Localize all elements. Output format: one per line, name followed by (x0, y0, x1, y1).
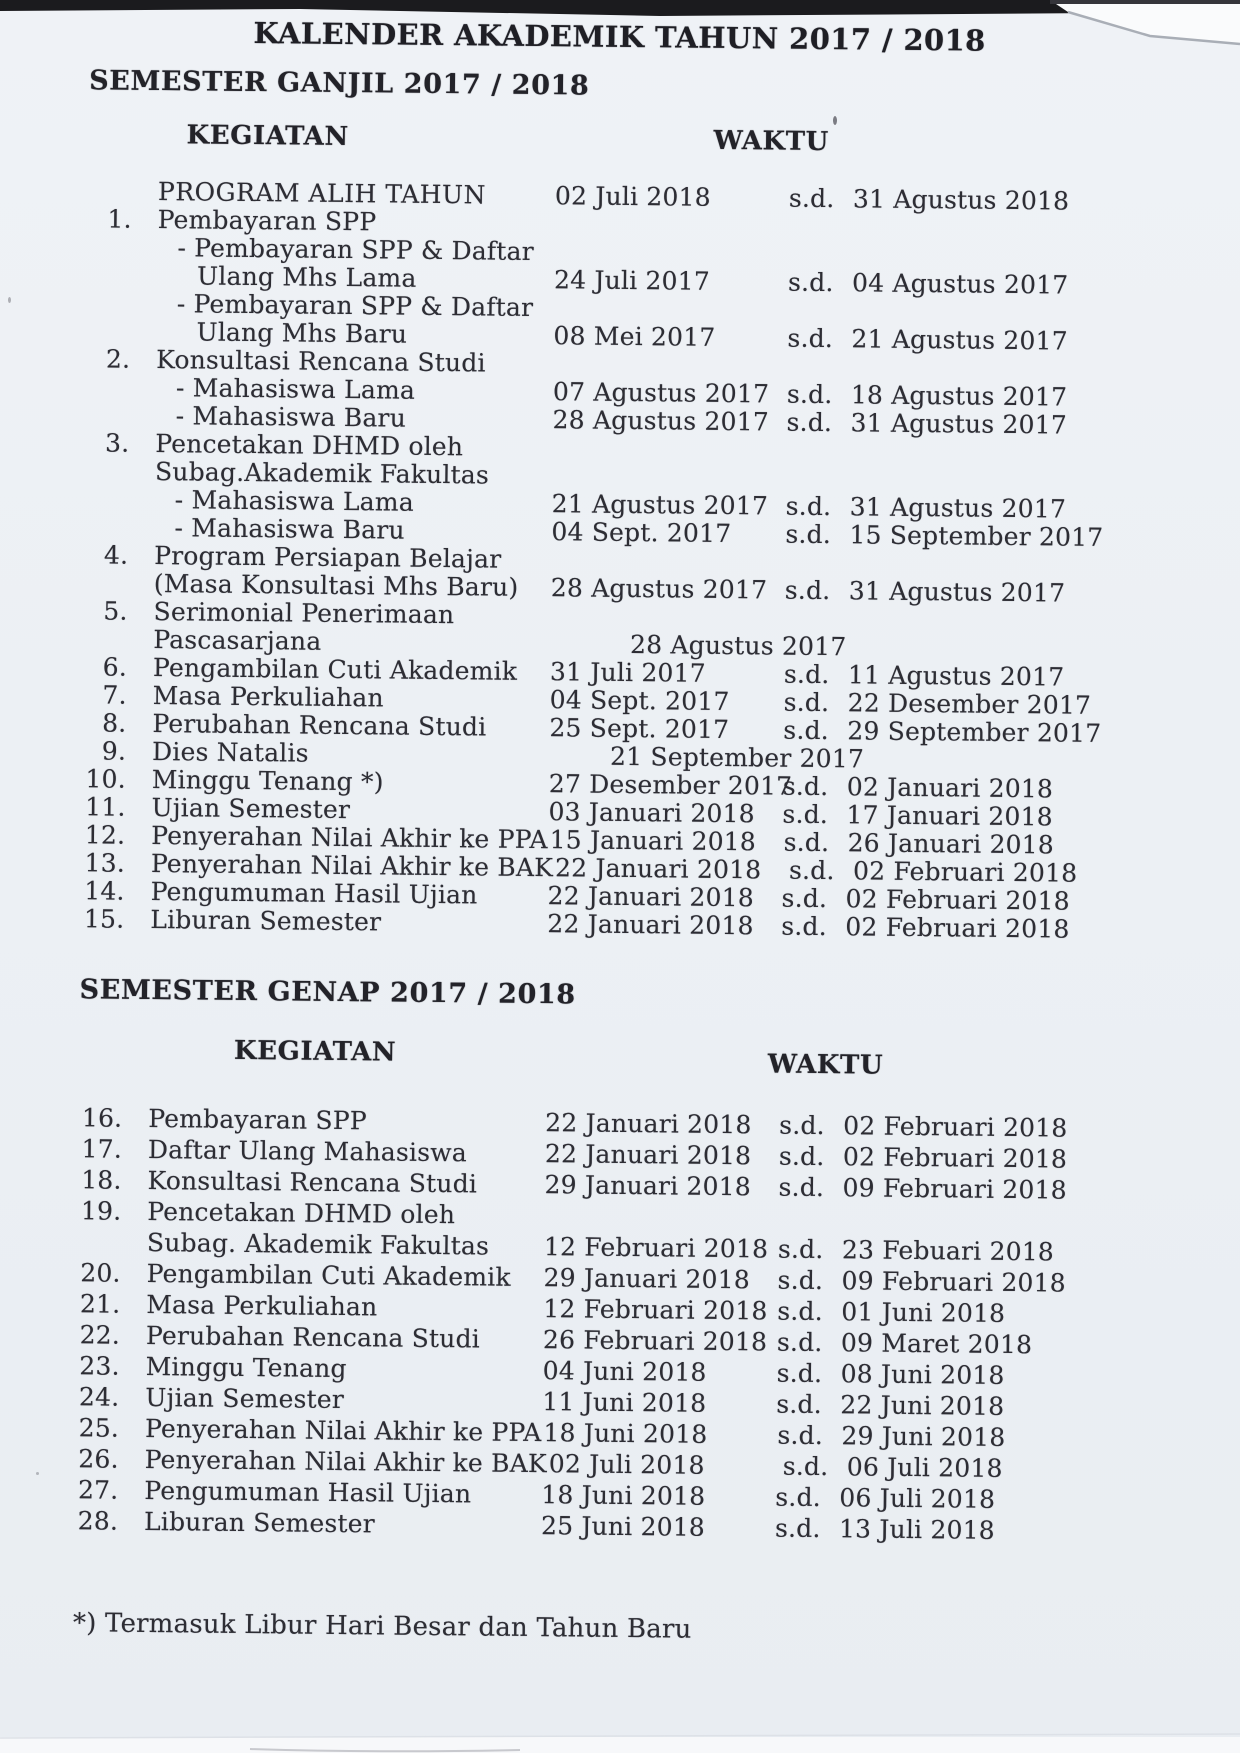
row-number (85, 457, 155, 486)
activity-label: Masa Perkuliahan (146, 1289, 378, 1322)
activity-label: Minggu Tenang *) (151, 765, 384, 797)
activity-label: Konsultasi Rencana Studi (156, 345, 486, 378)
column-header-waktu: WAKTU (767, 1049, 884, 1081)
start-date (549, 546, 779, 576)
activity-label: Liburan Semester (150, 904, 382, 937)
sd-separator: s.d. (782, 799, 829, 830)
end-date: 31 Agustus 2017 (849, 492, 1067, 524)
sd-separator (781, 353, 851, 382)
row-number: 14. (84, 876, 125, 906)
sd-separator: s.d. (779, 1110, 825, 1141)
start-date: 08 Mei 2017 (553, 321, 716, 352)
activity-label: - Mahasiswa Baru (175, 401, 407, 433)
sd-separator: s.d. (787, 267, 834, 298)
row-number (87, 289, 157, 318)
end-date (850, 437, 1085, 467)
sd-separator: s.d. (777, 1420, 824, 1451)
row-number: 28. (77, 1506, 119, 1536)
scan-bottom-edge-artifact (0, 1707, 1240, 1753)
activity-label: Ulang Mhs Lama (196, 261, 417, 293)
end-date (853, 213, 1088, 243)
start-date: 25 Juni 2018 (540, 1511, 706, 1542)
sd-separator: s.d. (777, 1296, 823, 1327)
sd-separator: s.d. (785, 519, 832, 550)
activity-label: Perubahan Rencana Studi (145, 1320, 481, 1354)
end-date: 08 Juni 2018 (840, 1359, 1005, 1390)
section-semester-ganjil (80, 65, 1104, 944)
sd-separator: s.d. (783, 659, 830, 690)
sd-separator (779, 549, 849, 578)
end-date (852, 241, 1087, 271)
end-date: 02 Februari 2018 (845, 912, 1070, 944)
end-date: 02 Januari 2018 (846, 772, 1054, 804)
row-number: 24. (78, 1382, 120, 1412)
end-date: 06 Juli 2018 (846, 1452, 1003, 1483)
row-number: 7. (102, 680, 127, 710)
activity-label: Ujian Semester (145, 1382, 345, 1415)
activity-label: Pengumuman Hasil Ujian (150, 876, 478, 910)
scan-speck (36, 1472, 39, 1475)
end-date: 18 Agustus 2017 (850, 380, 1068, 412)
activity-label: Penyerahan Nilai Akhir ke BAK (144, 1444, 547, 1479)
sd-separator: s.d. (781, 911, 828, 942)
sd-separator: s.d. (786, 407, 833, 438)
row-number: 11. (85, 792, 126, 822)
row-number: 19. (80, 1196, 122, 1226)
end-date (848, 605, 1083, 635)
row-number (83, 625, 153, 654)
row-number: 18. (81, 1165, 122, 1195)
end-date: 11 Agustus 2017 (847, 660, 1065, 692)
sd-separator: s.d. (787, 323, 834, 354)
end-date: 09 Februari 2018 (842, 1173, 1067, 1205)
end-date (850, 465, 1085, 495)
sd-separator (778, 605, 848, 634)
start-date: 22 Januari 2018 (554, 853, 762, 885)
start-date: 04 Juni 2018 (542, 1356, 707, 1387)
start-date (542, 1200, 772, 1233)
start-date: 27 Desember 2017 (548, 769, 793, 801)
table-header (79, 1034, 1079, 1081)
row-number (84, 513, 154, 542)
row-number (85, 485, 155, 514)
activity-label: Perubahan Rencana Studi (152, 709, 487, 742)
end-date: 02 Februari 2018 (845, 884, 1070, 916)
sd-separator: s.d. (784, 575, 831, 606)
start-date: 25 Sept. 2017 (549, 713, 730, 745)
start-date: 26 Februari 2018 (542, 1325, 768, 1357)
footnote: *) Termasuk Libur Hari Besar dan Tahun Baru (72, 1608, 692, 1645)
activity-label: - Mahasiswa Lama (174, 485, 415, 517)
start-date (553, 210, 783, 240)
start-date: 29 Januari 2018 (544, 1170, 752, 1202)
activity-label: Penyerahan Nilai Akhir ke BAK (150, 849, 554, 883)
column-header-waktu: WAKTU (713, 125, 830, 158)
sd-separator: s.d. (776, 1327, 823, 1358)
end-date: 31 Agustus 2018 (852, 184, 1070, 216)
row-number: 15. (83, 904, 125, 934)
end-date (849, 549, 1084, 579)
activity-label: Ujian Semester (151, 793, 351, 825)
activity-label: Liburan Semester (143, 1506, 376, 1539)
start-date: 31 Juli 2017 (549, 657, 706, 688)
activity-label: Pascasarjana (153, 625, 322, 656)
sd-separator (782, 241, 852, 270)
start-date: 15 Januari 2018 (549, 825, 757, 857)
end-date: 04 Agustus 2017 (851, 268, 1069, 300)
activity-label: (Masa Konsultasi Mhs Baru) (153, 569, 519, 602)
start-date: 02 Juli 2018 (554, 181, 711, 212)
activity-table (74, 1102, 1078, 1546)
activity-label: - Pembayaran SPP & Daftar (176, 289, 534, 322)
start-date: 29 Januari 2018 (543, 1263, 751, 1295)
start-date: 18 Juni 2018 (543, 1418, 708, 1449)
start-date: 22 Januari 2018 (545, 1108, 752, 1140)
row-number: 16. (81, 1103, 123, 1133)
start-date: 04 Sept. 2017 (549, 685, 730, 717)
column-header-kegiatan: KEGIATAN (186, 120, 349, 153)
activity-label: Daftar Ulang Mahasiswa (147, 1134, 468, 1168)
row-number: 23. (79, 1351, 120, 1381)
start-date: 12 Februari 2018 (543, 1294, 768, 1326)
row-number: 10. (85, 764, 126, 794)
end-date: 17 Januari 2018 (846, 800, 1053, 832)
end-date: 06 Juli 2018 (839, 1483, 996, 1514)
row-number (86, 317, 156, 346)
end-date (852, 297, 1087, 327)
start-date (550, 434, 780, 464)
sd-separator (780, 465, 850, 494)
end-date (851, 353, 1086, 383)
row-number: 25. (78, 1413, 120, 1443)
section-heading: SEMESTER GANJIL 2017 / 2018 (88, 65, 590, 102)
activity-label: Pencetakan DHMD oleh (147, 1196, 456, 1230)
start-date (552, 238, 782, 268)
row-number: 3. (104, 428, 130, 458)
row-number: 20. (80, 1258, 121, 1288)
sd-separator: s.d. (778, 1172, 825, 1203)
start-date: 04 Sept. 2017 (551, 517, 732, 549)
end-date: 21 Agustus 2017 (851, 324, 1068, 356)
activity-label: Ulang Mhs Baru (196, 317, 408, 349)
start-date: 24 Juli 2017 (553, 265, 711, 296)
start-date: 12 Februari 2018 (543, 1232, 769, 1264)
end-date: 29 September 2017 (847, 716, 1102, 748)
activity-label: Konsultasi Rencana Studi (147, 1165, 478, 1199)
row-number: 4. (103, 540, 129, 570)
sd-separator: s.d. (783, 827, 830, 858)
end-date: 22 Juni 2018 (840, 1390, 1005, 1421)
row-number: 13. (84, 848, 126, 878)
column-header-kegiatan: KEGIATAN (233, 1035, 397, 1068)
activity-label: Penyerahan Nilai Akhir ke PPA (151, 821, 548, 855)
sd-separator: s.d. (782, 771, 829, 802)
start-date: 03 Januari 2018 (548, 797, 755, 829)
activity-label: - Mahasiswa Baru (174, 513, 405, 545)
row-number (87, 261, 157, 290)
row-number: 5. (103, 596, 128, 626)
activity-label: Minggu Tenang (145, 1351, 347, 1384)
row-number (86, 401, 156, 430)
scan-speck (833, 116, 837, 125)
start-date: 22 Januari 2018 (544, 1139, 752, 1171)
activity-label: Pengambilan Cuti Akademik (152, 653, 518, 686)
activity-label: Pembayaran SPP (157, 205, 377, 237)
start-date: 02 Juli 2018 (548, 1449, 705, 1480)
row-number: 6. (102, 652, 128, 682)
activity-label: Subag.Akademik Fakultas (154, 457, 490, 490)
sd-separator: s.d. (775, 1482, 822, 1513)
end-date: 31 Agustus 2017 (850, 408, 1068, 440)
activity-table (80, 177, 1104, 944)
activity-label: Dies Natalis (151, 737, 309, 768)
single-date: 21 September 2017 (609, 741, 865, 774)
end-date: 02 Februari 2018 (843, 1111, 1068, 1143)
start-date: 07 Agustus 2017 (552, 377, 770, 409)
single-date: 28 Agustus 2017 (629, 630, 847, 662)
sd-separator: s.d. (774, 1513, 821, 1544)
sd-separator: s.d. (782, 1451, 829, 1482)
activity-label: PROGRAM ALIH TAHUN (157, 177, 487, 210)
start-date (552, 294, 782, 324)
sd-separator: s.d. (785, 491, 832, 522)
end-date: 01 Juni 2018 (841, 1297, 1006, 1328)
table-header (88, 119, 1088, 161)
end-date: 02 Februari 2018 (852, 856, 1078, 888)
sd-separator (783, 213, 853, 242)
end-date: 23 Febuari 2018 (841, 1235, 1055, 1267)
sd-separator: s.d. (788, 183, 835, 214)
end-date: 13 Juli 2018 (838, 1514, 996, 1545)
end-date: 29 Juni 2018 (841, 1421, 1006, 1452)
row-number (87, 233, 157, 262)
start-date (550, 462, 780, 492)
end-date: 02 Februari 2018 (842, 1142, 1068, 1174)
sd-separator: s.d. (786, 379, 833, 410)
sd-separator: s.d. (783, 687, 830, 718)
start-date: 22 Januari 2018 (547, 909, 754, 941)
end-date: 09 Februari 2018 (841, 1266, 1066, 1298)
row-number: 22. (79, 1320, 121, 1350)
section-semester-genap (74, 974, 1080, 1546)
start-date: 18 Juni 2018 (541, 1480, 706, 1511)
row-number: 1. (107, 204, 132, 234)
row-number: 8. (102, 708, 127, 738)
activity-label: - Pembayaran SPP & Daftar (177, 233, 534, 266)
activity-label: - Mahasiswa Lama (175, 373, 416, 405)
row-number (88, 177, 158, 206)
row-number: 21. (79, 1289, 121, 1319)
start-date (548, 602, 778, 632)
scan-speck (8, 297, 11, 303)
start-date: 28 Agustus 2017 (550, 573, 768, 605)
end-date: 26 Januari 2018 (847, 828, 1055, 860)
sd-separator: s.d. (783, 715, 830, 746)
activity-label: Penyerahan Nilai Akhir ke PPA (144, 1413, 542, 1448)
sd-separator (782, 297, 852, 326)
row-number (86, 373, 156, 402)
start-date: 28 Agustus 2017 (552, 405, 770, 437)
end-date: 31 Agustus 2017 (848, 576, 1066, 608)
start-date: 21 Agustus 2017 (551, 489, 769, 521)
activity-label: Pembayaran SPP (148, 1103, 368, 1136)
row-number: 12. (84, 820, 126, 850)
sd-separator: s.d. (777, 1234, 824, 1265)
start-date: 22 Januari 2018 (547, 881, 755, 913)
activity-label: Subag. Akademik Fakultas (146, 1227, 490, 1261)
activity-label: Program Persiapan Belajar (154, 541, 502, 574)
row-number: 26. (78, 1444, 119, 1474)
row-number (77, 1226, 147, 1258)
start-date: 11 Juni 2018 (542, 1387, 707, 1418)
end-date: 22 Desember 2017 (847, 688, 1092, 720)
end-date: 15 September 2017 (849, 520, 1104, 552)
end-date: 09 Maret 2018 (840, 1328, 1033, 1360)
row-number: 9. (101, 736, 127, 766)
activity-label: Masa Perkuliahan (152, 681, 384, 713)
row-number (84, 569, 154, 598)
activity-label: Pencetakan DHMD oleh (155, 429, 464, 462)
row-number: 27. (77, 1475, 119, 1505)
row-number: 2. (105, 344, 131, 374)
activity-label: Pengambilan Cuti Akademik (146, 1258, 511, 1292)
sd-separator (772, 1203, 842, 1235)
end-date (842, 1203, 1077, 1236)
section-heading: SEMESTER GENAP 2017 / 2018 (79, 974, 576, 1011)
sd-separator: s.d. (778, 1141, 825, 1172)
row-number: 17. (81, 1134, 123, 1164)
activity-label: Serimonial Penerimaan (153, 597, 455, 630)
sd-separator (780, 437, 850, 466)
sd-separator: s.d. (777, 1265, 824, 1296)
sd-separator: s.d. (776, 1358, 823, 1389)
page-title: KALENDER AKADEMIK TAHUN 2017 / 2018 (253, 16, 986, 58)
sd-separator: s.d. (776, 1389, 823, 1420)
sd-separator: s.d. (781, 883, 828, 914)
activity-label: Pengumuman Hasil Ujian (144, 1475, 472, 1509)
start-date (551, 350, 781, 380)
sd-separator: s.d. (788, 855, 835, 886)
